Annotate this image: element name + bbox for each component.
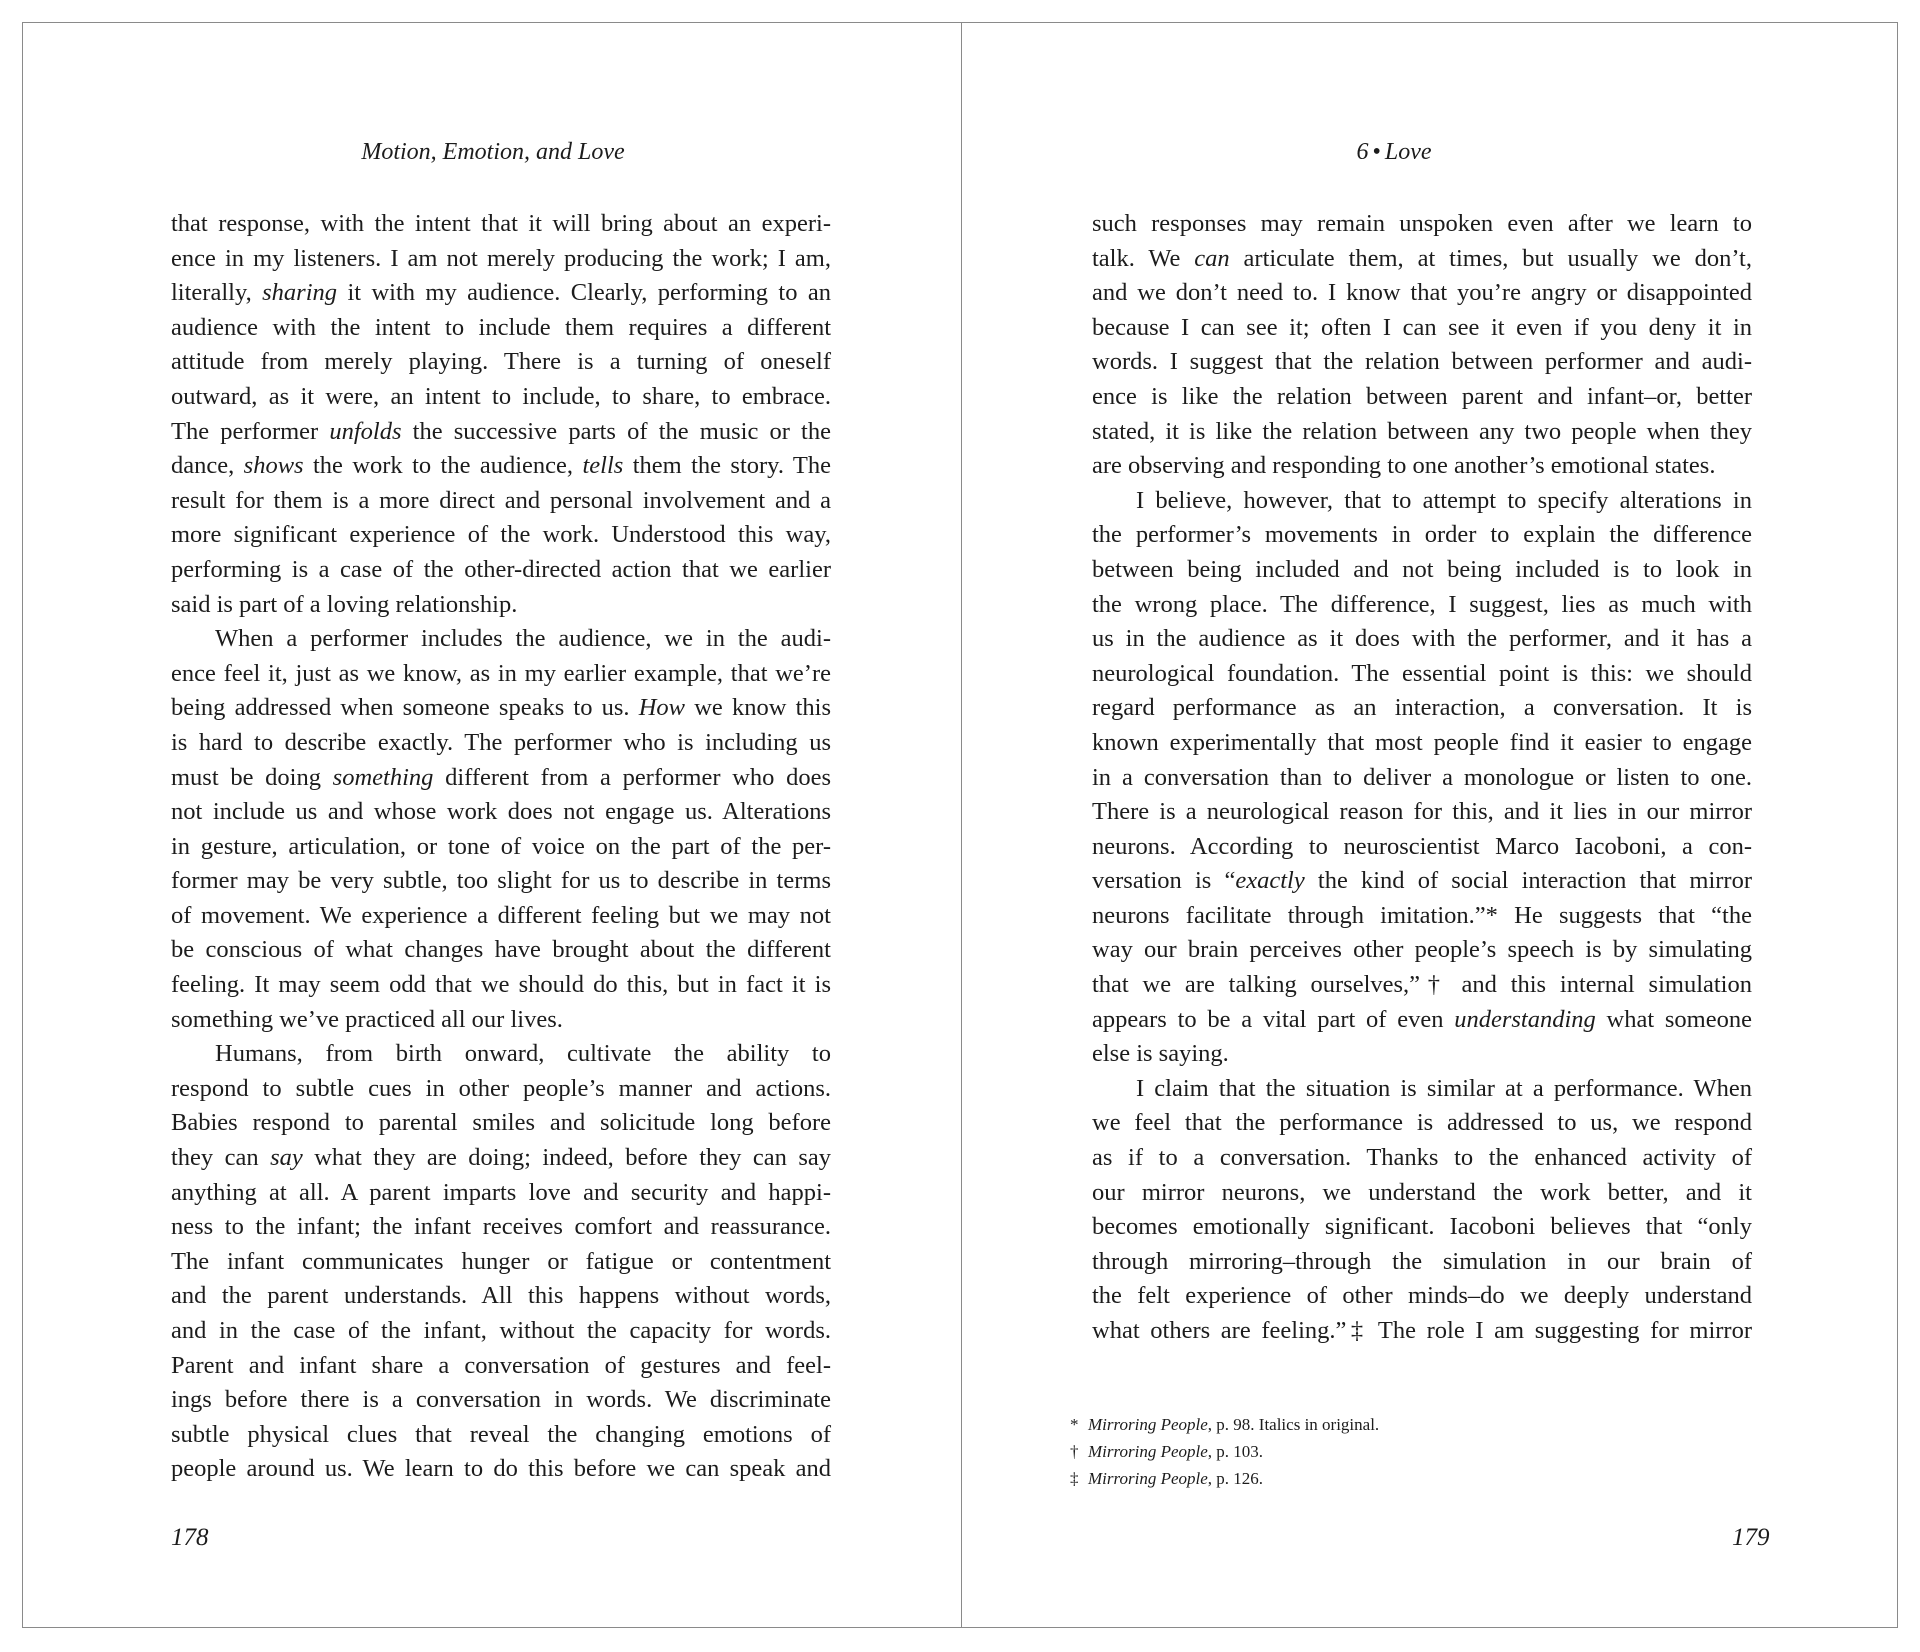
- italic-text: tells: [582, 452, 624, 480]
- text-line: between being included and not being included is to look in: [1092, 555, 1752, 583]
- text-line: Parent and infant share a conversation of gestures and feel-: [171, 1351, 831, 1379]
- left-page: [23, 23, 960, 1627]
- text-line: attitude from merely playing. There is a turning of oneself: [171, 348, 831, 376]
- text-line: regard performance as an interaction, a conversation. It is: [1092, 694, 1752, 722]
- italic-text: shows: [243, 452, 304, 480]
- footnote-mark: *: [1070, 1415, 1079, 1434]
- bullet-separator: •: [1372, 139, 1381, 165]
- text-line: I claim that the situation is similar at a performance. When: [1136, 1074, 1752, 1102]
- footnote-mark: †: [1070, 1442, 1079, 1461]
- text-line: we feel that the performance is addressed to us, we respond: [1092, 1109, 1752, 1137]
- text-line: in a conversation than to deliver a monologue or listen to one.: [1092, 763, 1752, 791]
- text-line: ence feel it, just as we know, as in my earlier example, that we’re: [171, 659, 831, 687]
- text-line: talk. We can articulate them, at times, but usually we don’t,: [1092, 244, 1752, 272]
- text-line: subtle physical clues that reveal the changing emotions of: [171, 1420, 831, 1448]
- text-line: stated, it is like the relation between any two people when they: [1092, 417, 1752, 445]
- footnote: [1070, 1465, 1730, 1492]
- text-line: former may be very subtle, too slight for us to describe in terms: [171, 867, 831, 895]
- text-line: way our brain perceives other people’s speech is by simulating: [1092, 936, 1752, 964]
- text-line: becomes emotionally significant. Iacoboni believes that “only: [1092, 1213, 1752, 1241]
- text-line: what others are feeling.”‡ The role I am suggesting for mirror: [1092, 1317, 1752, 1344]
- text-line: versation is “exactly the kind of social interaction that mirror: [1092, 867, 1752, 895]
- text-line: of movement. We experience a different feeling but we may not: [171, 901, 831, 929]
- text-line: and in the case of the infant, without the capacity for words.: [171, 1317, 831, 1344]
- italic-text: say: [270, 1144, 303, 1172]
- text-line: else is saying.: [1092, 1040, 1229, 1068]
- text-line: our mirror neurons, we understand the work better, and it: [1092, 1178, 1752, 1206]
- text-line: neurons facilitate through imitation.”* He suggests that “the: [1092, 901, 1752, 929]
- italic-text: unfolds: [329, 417, 402, 445]
- text-line: neurons. According to neuroscientist Marco Iacoboni, a con-: [1092, 832, 1752, 860]
- running-head-left: Motion, Emotion, and Love: [361, 139, 625, 165]
- text-line: and we don’t need to. I know that you’re angry or disappointed: [1092, 279, 1752, 307]
- italic-text: sharing: [262, 279, 338, 307]
- text-line: more significant experience of the work. Understood this way,: [171, 521, 831, 549]
- text-line: The performer unfolds the successive parts of the music or the: [171, 417, 831, 445]
- right-page: [962, 23, 1899, 1627]
- footnote-title: Mirroring People: [1088, 1442, 1208, 1461]
- italic-text: can: [1194, 244, 1230, 272]
- text-line: the wrong place. The difference, I suggest, lies as much with: [1092, 590, 1752, 618]
- text-line: us in the audience as it does with the performer, and it has a: [1092, 625, 1752, 653]
- text-line: neurological foundation. The essential point is this: we should: [1092, 659, 1752, 687]
- text-line: that we are talking ourselves,”† and this internal simulation: [1092, 971, 1752, 999]
- text-line: because I can see it; often I can see it even if you deny it in: [1092, 313, 1752, 341]
- running-head-right: [1172, 137, 1616, 167]
- text-line: appears to be a vital part of even understanding what someone: [1092, 1005, 1752, 1033]
- text-line: ings before there is a conversation in words. We discriminate: [171, 1386, 831, 1414]
- footnote-citation: , p. 98. Italics in original.: [1207, 1415, 1380, 1434]
- text-line: being addressed when someone speaks to us. How we know this: [171, 694, 831, 722]
- text-line: the felt experience of other minds–do we deeply understand: [1092, 1282, 1752, 1310]
- text-line: they can say what they are doing; indeed, before they can say: [171, 1144, 831, 1172]
- text-line: dance, shows the work to the audience, tells them the story. The: [171, 452, 832, 480]
- text-line: something we’ve practiced all our lives.: [171, 1005, 563, 1033]
- text-line: that response, with the intent that it will bring about an experi-: [171, 210, 831, 237]
- footnote: [1070, 1411, 1730, 1438]
- text-line: When a performer includes the audience, we in the audi-: [215, 625, 831, 653]
- page-number-right: 179: [1732, 1524, 1770, 1551]
- chapter-title: Love: [1384, 139, 1432, 165]
- italic-text: How: [638, 694, 686, 722]
- page-number-left: 178: [171, 1524, 209, 1551]
- italic-text: something: [332, 763, 434, 791]
- text-line: and the parent understands. All this happens without words,: [171, 1282, 831, 1310]
- text-line: Babies respond to parental smiles and solicitude long before: [171, 1109, 831, 1137]
- chapter-number: 6: [1356, 139, 1369, 165]
- text-line: ence in my listeners. I am not merely producing the work; I am,: [171, 244, 831, 272]
- text-line: ence is like the relation between parent and infant–or, better: [1092, 382, 1752, 410]
- footnote-citation: , p. 126.: [1207, 1469, 1264, 1488]
- text-line: Humans, from birth onward, cultivate the ability to: [215, 1040, 831, 1068]
- text-line: said is part of a loving relationship.: [171, 590, 518, 618]
- italic-text: exactly: [1235, 867, 1305, 895]
- text-line: is hard to describe exactly. The performer who is including us: [171, 728, 831, 756]
- footnote-title: Mirroring People: [1088, 1415, 1208, 1434]
- text-line: such responses may remain unspoken even after we learn to: [1092, 210, 1752, 237]
- text-line: are observing and responding to one another’s emotional states.: [1092, 452, 1716, 480]
- text-line: result for them is a more direct and personal involvement and a: [171, 486, 831, 514]
- left-body-text: [171, 207, 831, 1487]
- footnote-citation: , p. 103.: [1207, 1442, 1264, 1461]
- text-line: words. I suggest that the relation between performer and audi-: [1092, 348, 1752, 376]
- text-line: must be doing something different from a performer who does: [171, 763, 831, 791]
- text-line: respond to subtle cues in other people’s manner and actions.: [171, 1074, 831, 1102]
- text-line: ness to the infant; the infant receives comfort and reassurance.: [171, 1213, 831, 1241]
- text-line: be conscious of what changes have brought about the different: [171, 936, 831, 964]
- footnotes: [1070, 1411, 1730, 1492]
- text-line: known experimentally that most people find it easier to engage: [1092, 728, 1752, 756]
- text-line: The infant communicates hunger or fatigue or contentment: [171, 1247, 831, 1275]
- italic-text: understanding: [1454, 1005, 1596, 1033]
- text-line: I believe, however, that to attempt to specify alterations in: [1136, 486, 1752, 514]
- text-line: audience with the intent to include them requires a different: [171, 313, 831, 341]
- text-line: feeling. It may seem odd that we should do this, but in fact it is: [171, 971, 831, 999]
- text-line: anything at all. A parent imparts love and security and happi-: [171, 1178, 831, 1206]
- text-line: outward, as it were, an intent to include, to share, to embrace.: [171, 382, 831, 410]
- text-line: through mirroring–through the simulation in our brain of: [1092, 1247, 1752, 1275]
- footnote-mark: ‡: [1070, 1469, 1079, 1488]
- right-body-text: [1092, 207, 1752, 1349]
- text-line: literally, sharing it with my audience. Clearly, performing to an: [171, 279, 831, 307]
- text-line: the performer’s movements in order to explain the difference: [1092, 521, 1752, 549]
- text-line: as if to a conversation. Thanks to the enhanced activity of: [1092, 1144, 1752, 1172]
- text-line: people around us. We learn to do this before we can speak and: [171, 1455, 831, 1483]
- text-line: performing is a case of the other-directed action that we earlier: [171, 555, 831, 583]
- text-line: in gesture, articulation, or tone of voice on the part of the per-: [171, 832, 831, 860]
- footnote: [1070, 1438, 1730, 1465]
- text-line: not include us and whose work does not engage us. Alterations: [171, 798, 831, 826]
- text-line: There is a neurological reason for this, and it lies in our mirror: [1092, 798, 1752, 826]
- footnote-title: Mirroring People: [1088, 1469, 1208, 1488]
- book-spread: [22, 22, 1898, 1628]
